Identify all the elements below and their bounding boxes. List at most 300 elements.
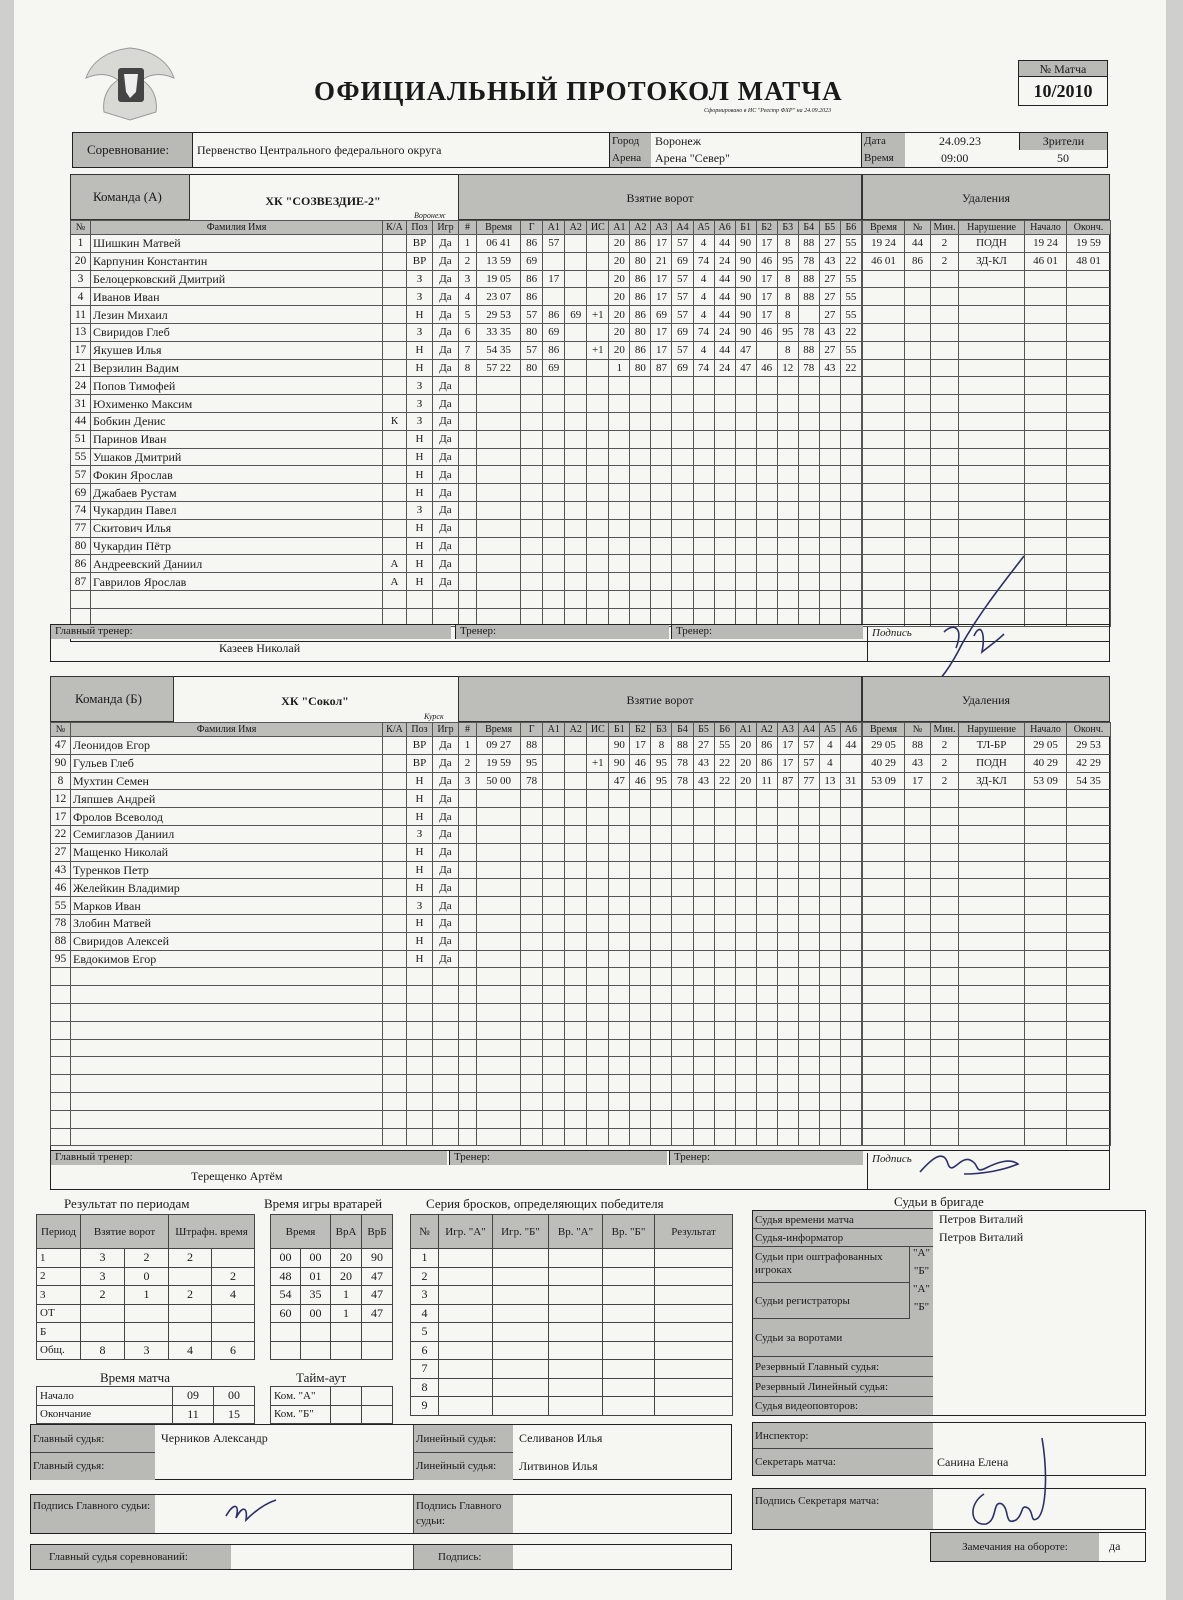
- goal-cell: [735, 986, 756, 1004]
- penalty-cell: [1067, 288, 1111, 306]
- column-header: А6: [840, 723, 861, 737]
- goal-cell: [819, 573, 840, 591]
- table-row: [863, 879, 1111, 897]
- table-row: [71, 323, 459, 341]
- player-role: [383, 395, 407, 413]
- goal-cell: [714, 897, 735, 915]
- player-role: [383, 825, 407, 843]
- goal-cell: [777, 590, 798, 608]
- goal-cell: [543, 843, 565, 861]
- table-row: [71, 537, 459, 555]
- goal-cell: [565, 590, 587, 608]
- goal-cell: [735, 808, 756, 826]
- goal-cell: [565, 950, 587, 968]
- penalty-cell: [1025, 395, 1067, 413]
- penalty-cell: [931, 861, 959, 879]
- table-row: [459, 879, 862, 897]
- table-row: [51, 1039, 459, 1057]
- goal-cell: [459, 1092, 477, 1110]
- player-played: Да: [433, 879, 459, 897]
- goal-cell: [714, 377, 735, 395]
- period-value: 2: [169, 1249, 212, 1268]
- goal-cell: [609, 790, 630, 808]
- goal-cell: [477, 466, 521, 484]
- goal-cell: [651, 484, 672, 502]
- player-number: [51, 1057, 71, 1075]
- goal-cell: [714, 986, 735, 1004]
- goal-cell: [459, 1021, 477, 1039]
- shootout-number: 8: [411, 1378, 439, 1397]
- penalty-cell: [959, 1110, 1025, 1128]
- goal-cell: 78: [798, 323, 819, 341]
- player-number: 57: [71, 466, 91, 484]
- table-row: [863, 252, 1111, 270]
- goal-cell: [521, 790, 543, 808]
- goal-cell: [798, 537, 819, 555]
- goal-cell: [798, 501, 819, 519]
- goal-cell: [735, 950, 756, 968]
- table-row: [459, 1039, 862, 1057]
- table-row: [51, 968, 459, 986]
- goal-cell: [714, 914, 735, 932]
- goal-cell: [756, 1003, 777, 1021]
- team-b-coach-label-2: Тренер:: [669, 1151, 863, 1165]
- goal-cell: [777, 448, 798, 466]
- table-row: [459, 288, 862, 306]
- table-row: [459, 448, 862, 466]
- goal-cell: [798, 555, 819, 573]
- penalty-cell: [905, 395, 931, 413]
- goal-cell: 17: [777, 754, 798, 772]
- goal-cell: [477, 1092, 521, 1110]
- goal-cell: [735, 932, 756, 950]
- player-played: Да: [433, 412, 459, 430]
- goal-cell: [819, 1092, 840, 1110]
- goal-cell: [693, 879, 714, 897]
- goal-cell: [672, 412, 693, 430]
- penalty-minutes: 2: [931, 235, 959, 253]
- table-row: [459, 1003, 862, 1021]
- periods-header-row: [37, 1215, 255, 1249]
- player-position: Н: [407, 808, 433, 826]
- table-row: [459, 252, 862, 270]
- goal-cell: [609, 590, 630, 608]
- team-a-label: Команда (А): [93, 189, 162, 204]
- penalty-cell: [931, 306, 959, 324]
- penalty-cell: [931, 1075, 959, 1093]
- goal-cell: [693, 590, 714, 608]
- penalty-cell: [1067, 808, 1111, 826]
- player-role: [383, 377, 407, 395]
- column-header: Поз: [407, 723, 433, 737]
- penalty-cell: [863, 1003, 905, 1021]
- goal-cell: 17: [651, 341, 672, 359]
- goal-cell: [735, 412, 756, 430]
- player-name: Андреевский Даниил: [91, 555, 383, 573]
- penalty-cell: [1025, 1128, 1067, 1146]
- team-b-label-box: [50, 676, 174, 722]
- penalty-cell: [1067, 466, 1111, 484]
- goal-cell: 69: [672, 323, 693, 341]
- penalty-cell: [863, 430, 905, 448]
- goal-cell: 90: [735, 270, 756, 288]
- shootout-number: 9: [411, 1397, 439, 1416]
- team-a-penalties-header-row: [863, 221, 1111, 235]
- goal-cell: [651, 1057, 672, 1075]
- table-row: [411, 1341, 733, 1360]
- goal-cell: [543, 914, 565, 932]
- table-row: [459, 395, 862, 413]
- player-name: Чукардин Павел: [91, 501, 383, 519]
- player-position: Н: [407, 341, 433, 359]
- table-row: [459, 737, 862, 755]
- goal-cell: 44: [714, 306, 735, 324]
- goal-cell: [477, 519, 521, 537]
- player-number: 69: [71, 484, 91, 502]
- penalty-cell: [1025, 1075, 1067, 1093]
- goal-cell: [459, 897, 477, 915]
- goal-cell: [587, 1092, 609, 1110]
- penalty-cell: [959, 519, 1025, 537]
- crew-registrars-label: Судьи регистраторы: [753, 1283, 909, 1319]
- goal-cell: [777, 808, 798, 826]
- player-played: Да: [433, 555, 459, 573]
- goal-cell: [587, 484, 609, 502]
- goal-cell: [565, 1039, 587, 1057]
- goal-cell: [565, 986, 587, 1004]
- goal-cell: 88: [521, 737, 543, 755]
- goal-cell: [459, 484, 477, 502]
- table-row: [459, 359, 862, 377]
- goal-cell: 22: [714, 754, 735, 772]
- player-played: Да: [433, 772, 459, 790]
- goalies-table: [270, 1214, 393, 1360]
- table-row: [459, 968, 862, 986]
- period-value: 3: [81, 1267, 125, 1286]
- penalty-cell: [931, 359, 959, 377]
- player-role: [383, 359, 407, 377]
- goal-cell: [693, 555, 714, 573]
- goal-cell: [714, 501, 735, 519]
- goal-cell: [630, 1092, 651, 1110]
- shootout-cell: [655, 1267, 733, 1286]
- goal-cell: [651, 1039, 672, 1057]
- table-row: [863, 288, 1111, 306]
- penalty-cell: [863, 1021, 905, 1039]
- table-row: [271, 1267, 393, 1286]
- goal-cell: [672, 790, 693, 808]
- goalie-value: 00: [301, 1249, 331, 1268]
- goal-cell: [651, 843, 672, 861]
- goal-cell: [840, 754, 861, 772]
- goalie-value: 47: [362, 1304, 393, 1323]
- shootout-cell: [439, 1267, 493, 1286]
- table-row: [863, 1003, 1111, 1021]
- goal-cell: 22: [840, 359, 861, 377]
- penalty-cell: [959, 986, 1025, 1004]
- goal-cell: [459, 914, 477, 932]
- player-role: [383, 1003, 407, 1021]
- goal-cell: 86: [630, 306, 651, 324]
- player-name: Гульев Глеб: [71, 754, 383, 772]
- goal-cell: [756, 555, 777, 573]
- goal-cell: [630, 861, 651, 879]
- penalty-cell: [1025, 879, 1067, 897]
- player-number: [51, 1039, 71, 1057]
- penalty-cell: [1067, 519, 1111, 537]
- table-row: [71, 448, 459, 466]
- penalty-cell: [959, 790, 1025, 808]
- shootout-cell: [603, 1249, 655, 1268]
- goal-cell: [521, 1092, 543, 1110]
- goal-cell: [693, 914, 714, 932]
- player-name: Юхименко Максим: [91, 395, 383, 413]
- goal-cell: [630, 377, 651, 395]
- match-end-label: Окончание: [37, 1405, 173, 1424]
- penalty-cell: [863, 861, 905, 879]
- penalty-cell: [863, 377, 905, 395]
- goal-cell: [565, 1092, 587, 1110]
- goal-cell: [735, 843, 756, 861]
- player-role: А: [383, 573, 407, 591]
- goal-cell: [777, 395, 798, 413]
- goal-cell: 88: [798, 235, 819, 253]
- goal-cell: [609, 466, 630, 484]
- head-ref-signature-icon: [220, 1496, 290, 1532]
- goal-cell: [777, 861, 798, 879]
- team-a-name: ХК "СОЗВЕЗДИЕ-2": [265, 194, 381, 208]
- goal-cell: [840, 573, 861, 591]
- table-row: [37, 1304, 255, 1323]
- goalie-value: 90: [362, 1249, 393, 1268]
- goal-cell: [521, 590, 543, 608]
- goal-cell: [798, 825, 819, 843]
- goal-cell: [672, 1075, 693, 1093]
- player-role: [383, 986, 407, 1004]
- goal-cell: [565, 288, 587, 306]
- goal-cell: [714, 790, 735, 808]
- player-role: [383, 843, 407, 861]
- goal-cell: [651, 914, 672, 932]
- goal-cell: [521, 950, 543, 968]
- goal-cell: 1: [609, 359, 630, 377]
- goal-cell: [477, 412, 521, 430]
- goal-cell: [651, 519, 672, 537]
- goal-cell: 95: [651, 754, 672, 772]
- goal-cell: [565, 323, 587, 341]
- goal-cell: 86: [630, 235, 651, 253]
- goal-time: 54 35: [477, 341, 521, 359]
- player-role: К: [383, 412, 407, 430]
- goal-cell: [651, 825, 672, 843]
- table-row: [863, 986, 1111, 1004]
- penalty-end: 29 53: [1067, 737, 1111, 755]
- goal-cell: [756, 808, 777, 826]
- goal-cell: 57: [798, 737, 819, 755]
- shootout-cell: [549, 1286, 603, 1305]
- goal-cell: [840, 825, 861, 843]
- goal-cell: 11: [756, 772, 777, 790]
- penalty-cell: [905, 1128, 931, 1146]
- goal-cell: [756, 519, 777, 537]
- goal-cell: [521, 808, 543, 826]
- table-row: [51, 950, 459, 968]
- table-row: [863, 323, 1111, 341]
- goal-cell: 86: [521, 270, 543, 288]
- goal-cell: [819, 1057, 840, 1075]
- penalty-cell: [905, 1021, 931, 1039]
- table-row: [863, 235, 1111, 253]
- goal-cell: [840, 1128, 861, 1146]
- player-played: Да: [433, 395, 459, 413]
- player-played: [433, 1039, 459, 1057]
- goal-cell: [543, 1128, 565, 1146]
- penalty-cell: [959, 843, 1025, 861]
- goal-cell: [565, 897, 587, 915]
- column-header: Г: [521, 723, 543, 737]
- table-row: [459, 843, 862, 861]
- goal-cell: [543, 377, 565, 395]
- penalty-cell: [905, 466, 931, 484]
- chief-referee-label: Главный судья соревнований:: [31, 1545, 231, 1569]
- column-header: Время: [271, 1215, 331, 1249]
- periods-title: Результат по периодам: [64, 1196, 190, 1211]
- player-played: Да: [433, 341, 459, 359]
- player-role: [383, 252, 407, 270]
- table-row: [459, 950, 862, 968]
- team-b-sign-label: Подпись: [867, 1153, 912, 1189]
- penalty-cell: [905, 843, 931, 861]
- goal-cell: [714, 555, 735, 573]
- penalty-cell: [1067, 1128, 1111, 1146]
- penalty-cell: [863, 1092, 905, 1110]
- goal-cell: [587, 825, 609, 843]
- goal-cell: 46: [756, 252, 777, 270]
- goal-cell: 27: [819, 235, 840, 253]
- player-played: Да: [433, 825, 459, 843]
- goal-cell: [543, 252, 565, 270]
- goal-cell: [840, 1092, 861, 1110]
- goal-cell: [693, 412, 714, 430]
- team-a-penalties-header: Удаления: [862, 174, 1110, 220]
- goal-cell: [756, 950, 777, 968]
- player-position: [407, 1128, 433, 1146]
- goal-cell: [609, 1092, 630, 1110]
- table-row: [459, 986, 862, 1004]
- player-name: Фокин Ярослав: [91, 466, 383, 484]
- penalty-cell: [1025, 501, 1067, 519]
- player-position: Н: [407, 772, 433, 790]
- player-position: Н: [407, 843, 433, 861]
- goal-cell: [714, 1092, 735, 1110]
- match-number: 10/2010: [1033, 81, 1093, 101]
- team-b-coach-signature-icon: [914, 1146, 1024, 1182]
- penalty-cell: [931, 466, 959, 484]
- column-header: Взятие ворот: [81, 1215, 169, 1249]
- goal-cell: 87: [651, 359, 672, 377]
- goal-cell: [609, 573, 630, 591]
- goal-cell: [756, 861, 777, 879]
- player-played: Да: [433, 270, 459, 288]
- goal-cell: [819, 377, 840, 395]
- table-row: [51, 1057, 459, 1075]
- goal-cell: [587, 843, 609, 861]
- penalty-cell: [959, 1039, 1025, 1057]
- period-value: [212, 1249, 255, 1268]
- goal-cell: 22: [840, 252, 861, 270]
- table-row: [863, 519, 1111, 537]
- goal-cell: [819, 1039, 840, 1057]
- goal-cell: [521, 395, 543, 413]
- shootout-number: 6: [411, 1341, 439, 1360]
- goal-cell: [565, 484, 587, 502]
- player-number: 22: [51, 825, 71, 843]
- shootout-number: 7: [411, 1360, 439, 1379]
- goal-cell: 8: [777, 270, 798, 288]
- goal-cell: [735, 484, 756, 502]
- player-name: Леонидов Егор: [71, 737, 383, 755]
- penalty-cell: [905, 430, 931, 448]
- player-number: 74: [71, 501, 91, 519]
- goal-cell: [798, 519, 819, 537]
- goal-cell: [693, 1092, 714, 1110]
- goal-cell: [459, 412, 477, 430]
- goal-cell: [543, 466, 565, 484]
- goal-cell: [840, 590, 861, 608]
- goal-cell: [693, 1057, 714, 1075]
- goal-cell: [587, 555, 609, 573]
- table-row: [51, 1003, 459, 1021]
- table-row: [863, 341, 1111, 359]
- penalty-cell: [1067, 270, 1111, 288]
- player-number: 24: [71, 377, 91, 395]
- goal-cell: +1: [587, 754, 609, 772]
- goal-cell: [477, 843, 521, 861]
- penalty-cell: [1067, 590, 1111, 608]
- competition-name: Первенство Центрального федерального округа: [197, 143, 442, 157]
- penalty-cell: [863, 1075, 905, 1093]
- goal-cell: [693, 1075, 714, 1093]
- player-name: Якушев Илья: [91, 341, 383, 359]
- crew-video-label: Судья видеоповторов:: [753, 1397, 933, 1415]
- period-value: 8: [81, 1341, 125, 1360]
- goalie-value: 47: [362, 1286, 393, 1305]
- table-row: [863, 897, 1111, 915]
- goal-cell: [459, 986, 477, 1004]
- column-header: #: [459, 221, 477, 235]
- table-row: [411, 1267, 733, 1286]
- goal-cell: 57: [672, 306, 693, 324]
- goal-cell: [798, 790, 819, 808]
- goal-cell: [798, 466, 819, 484]
- column-header: Фамилия Имя: [71, 723, 383, 737]
- goal-cell: [609, 537, 630, 555]
- goal-cell: [587, 932, 609, 950]
- goal-cell: [543, 1003, 565, 1021]
- penalty-cell: [931, 501, 959, 519]
- player-number: 1: [71, 235, 91, 253]
- goal-cell: [630, 914, 651, 932]
- goal-cell: [477, 1021, 521, 1039]
- crew-penalty-a: "А": [909, 1247, 933, 1265]
- goal-cell: [840, 950, 861, 968]
- goal-cell: [735, 430, 756, 448]
- goal-cell: [477, 501, 521, 519]
- goal-cell: [630, 986, 651, 1004]
- penalty-cell: [1025, 1092, 1067, 1110]
- goal-cell: [587, 986, 609, 1004]
- player-name: Туренков Петр: [71, 861, 383, 879]
